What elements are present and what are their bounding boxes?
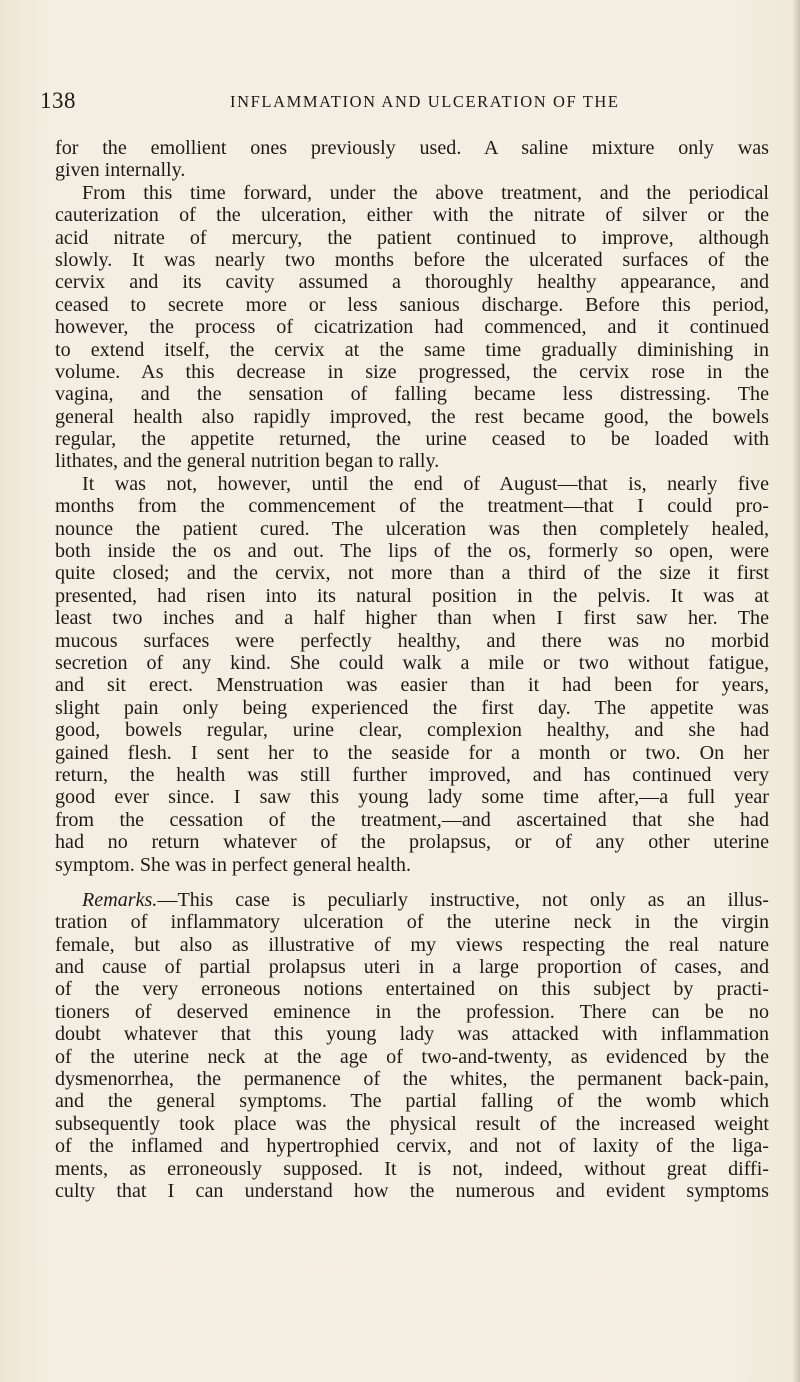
text-line: return, the health was still further improved, and has continued very (55, 763, 769, 786)
text-line: to extend itself, the cervix at the same time gradually diminishing in (55, 338, 769, 361)
remarks-heading: Remarks. (82, 888, 158, 911)
text-line: From this time forward, under the above treatment, and the periodical (82, 181, 769, 204)
text-line: general health also rapidly improved, the rest became good, the bowels (55, 405, 769, 428)
running-head: INFLAMMATION AND ULCERATION OF THE (230, 92, 620, 111)
text-line: slowly. It was nearly two months before the ulcerated surfaces of the (55, 248, 769, 271)
text-line: symptom. She was in perfect general health. (55, 853, 411, 876)
text-line: and cause of partial prolapsus uteri in a large proportion of cases, and (55, 956, 769, 979)
text-line: subsequently took place was the physical result of the increased weight (55, 1112, 769, 1135)
text-line: cauterization of the ulceration, either with the nitrate of silver or the (55, 204, 769, 227)
text-line: quite closed; and the cervix, not more than a third of the size it first (55, 562, 769, 585)
text-line: and sit erect. Menstruation was easier than it had been for years, (55, 674, 769, 697)
text-line: ments, as erroneously supposed. It is not, indeed, without great diffi- (55, 1157, 769, 1180)
paragraph (55, 473, 769, 876)
page-header (40, 88, 760, 118)
text-line: culty that I can understand how the numerous and evident symptoms (55, 1179, 769, 1202)
text-line (55, 889, 769, 911)
text-line: of the inflamed and hypertrophied cervix, and not of laxity of the liga- (55, 1135, 769, 1158)
text-line: presented, had risen into its natural position in the pelvis. It was at (55, 584, 769, 607)
text-line: least two inches and a half higher than when I first saw her. The (55, 607, 769, 630)
text-line: tioners of deserved eminence in the profession. There can be no (55, 1000, 769, 1023)
text-line: had no return whatever of the prolapsus, or of any other uterine (55, 831, 769, 854)
text-line: lithates, and the general nutrition began to rally. (55, 450, 440, 473)
paragraph (55, 182, 769, 473)
text-line: and the general symptoms. The partial falling of the womb which (55, 1090, 769, 1113)
text-line: doubt whatever that this young lady was attacked with inflammation (55, 1023, 769, 1046)
text-line: slight pain only being experienced the first day. The appetite was (55, 696, 769, 719)
text-line: of the uterine neck at the age of two-and-twenty, as evidenced by the (55, 1045, 769, 1068)
text-line: dysmenorrhea, the permanence of the whites, the permanent back-pain, (55, 1068, 769, 1091)
text-line: nounce the patient cured. The ulceration was then completely healed, (55, 517, 769, 540)
text-line: It was not, however, until the end of August—that is, nearly five (82, 472, 769, 495)
text-line: secretion of any kind. She could walk a mile or two without fatigue, (55, 651, 769, 674)
text-line: vagina, and the sensation of falling became less distressing. The (55, 383, 769, 406)
paragraph-gap (55, 876, 769, 889)
text-line: tration of inflammatory ulceration of the uterine neck in the virgin (55, 911, 769, 934)
text-line: from the cessation of the treatment,—and ascertained that she had (55, 808, 769, 831)
text-line: volume. As this decrease in size progressed, the cervix rose in the (55, 360, 769, 383)
paragraph-remarks (55, 889, 769, 1202)
text-line: both inside the os and out. The lips of the os, formerly so open, were (55, 540, 769, 563)
text-line: mucous surfaces were perfectly healthy, and there was no morbid (55, 629, 769, 652)
text-line: good ever since. I saw this young lady some time after,—a full year (55, 786, 769, 809)
text-line: for the emollient ones previously used. A saline mixture only was (55, 137, 769, 159)
page-number: 138 (40, 88, 76, 113)
text-line: female, but also as illustrative of my views respecting the real nature (55, 933, 769, 956)
text-line: acid nitrate of mercury, the patient continued to improve, although (55, 226, 769, 249)
body-text (55, 137, 769, 1202)
page-edge-shadow (792, 0, 800, 1382)
text-line: cervix and its cavity assumed a thoroughly healthy appearance, and (55, 271, 769, 294)
text-line: gained flesh. I sent her to the seaside for a month or two. On her (55, 741, 769, 764)
text-line: good, bowels regular, urine clear, complexion healthy, and she had (55, 719, 769, 742)
paragraph (55, 137, 769, 182)
text-line: however, the process of cicatrization had commenced, and it continued (55, 316, 769, 339)
text-line: of the very erroneous notions entertained on this subject by practi- (55, 978, 769, 1001)
text-line: months from the commencement of the treatment—that I could pro- (55, 495, 769, 518)
text-line: regular, the appetite returned, the urine ceased to be loaded with (55, 428, 769, 451)
text-line-rest: —This case is peculiarly instructive, not only as an illus- (157, 888, 769, 911)
text-line: given internally. (55, 159, 186, 182)
text-line: ceased to secrete more or less sanious discharge. Before this period, (55, 293, 769, 316)
